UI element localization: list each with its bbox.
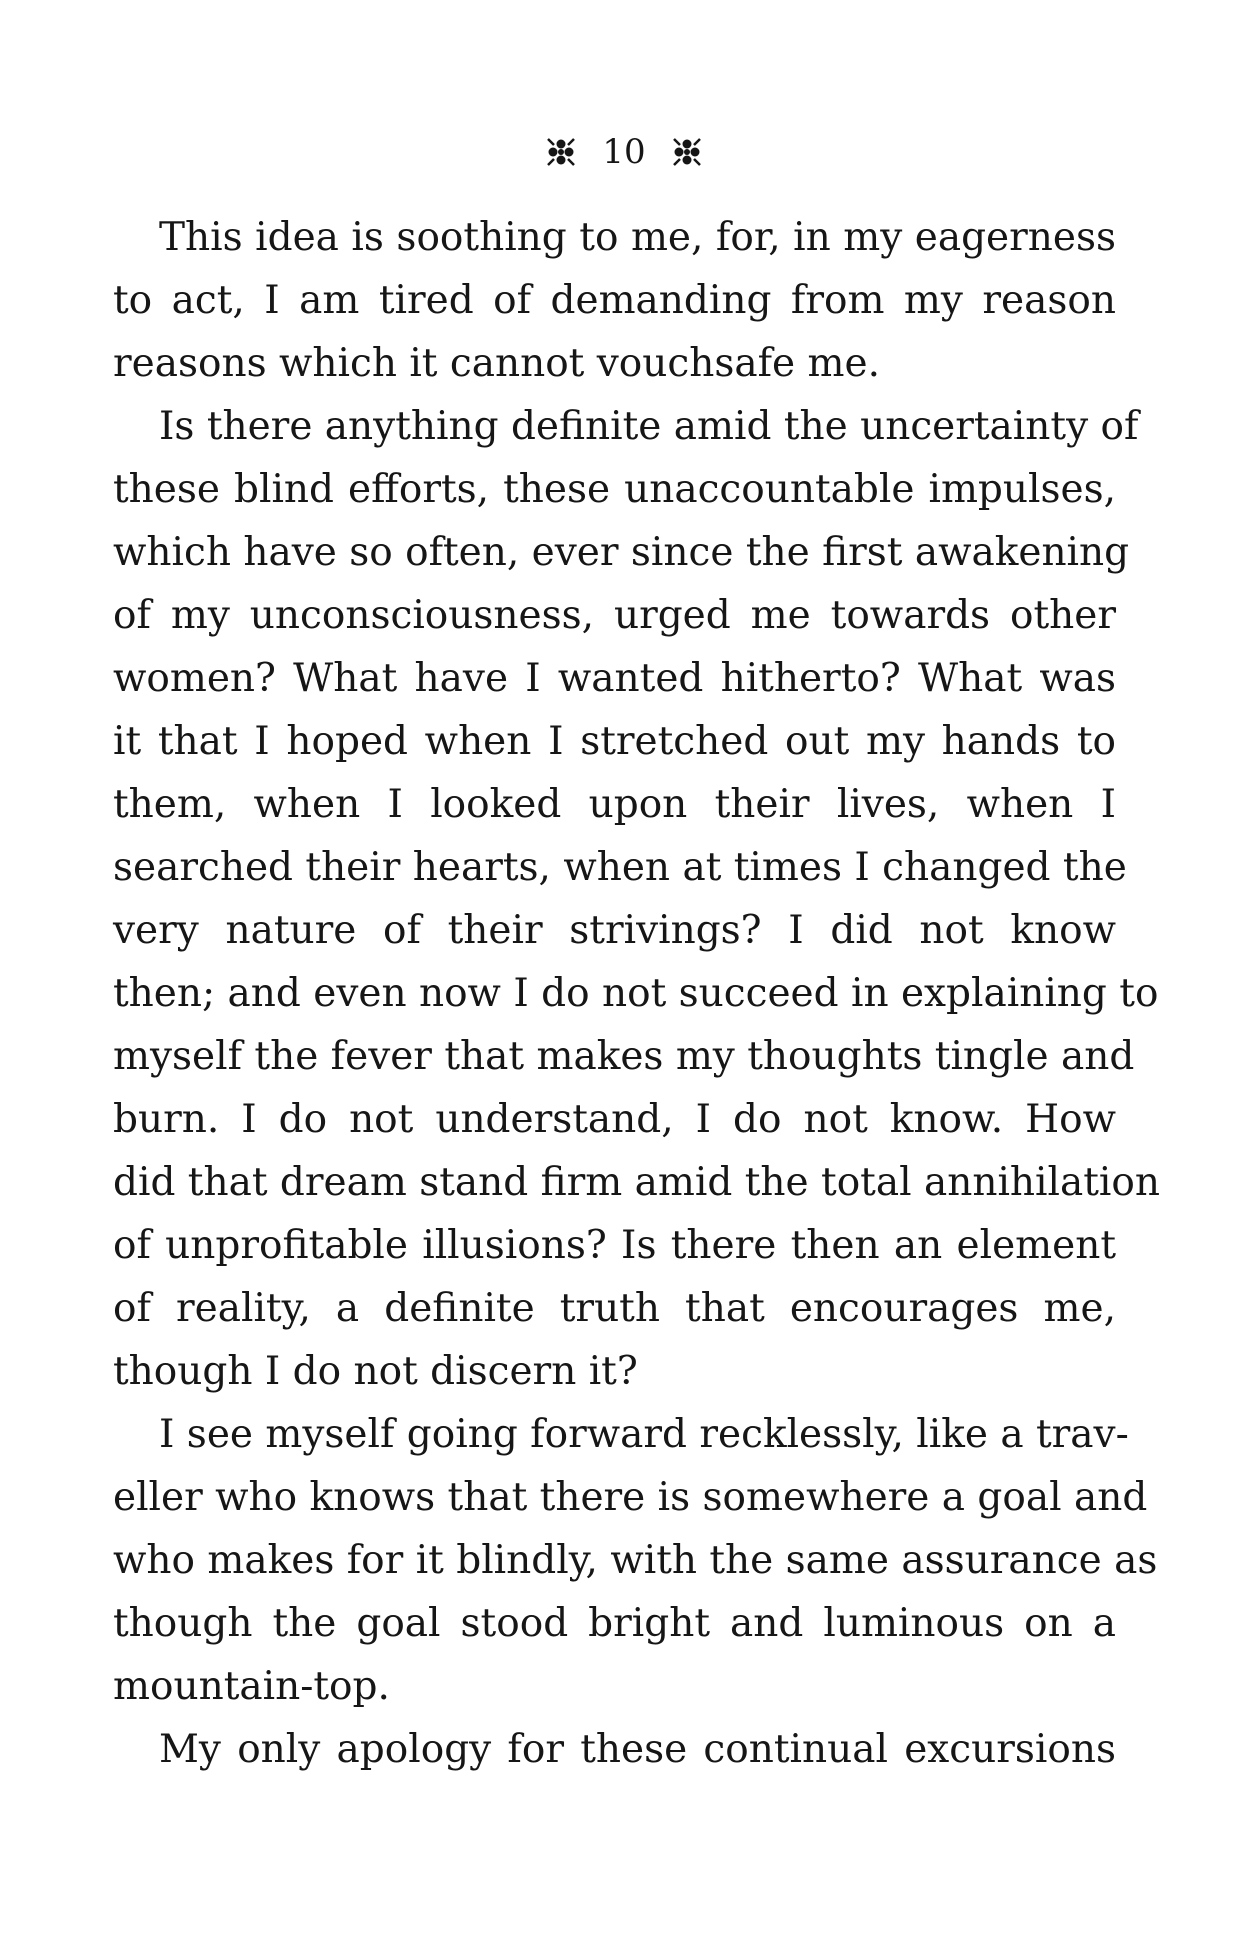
text-line: My only apology for these continual excursions: [159, 1727, 1116, 1772]
paragraph-3: [113, 1403, 1158, 1718]
text-line: though the goal stood bright and luminous on a: [113, 1601, 1116, 1646]
page-header: [0, 128, 1248, 174]
text-line: very nature of their strivings? I did not know: [113, 908, 1116, 953]
text-line: burn. I do not understand, I do not know. How: [113, 1097, 1116, 1142]
text-line: reasons which it cannot vouchsafe me.: [113, 341, 880, 386]
text-line: then; and even now I do not succeed in explaining to: [113, 971, 1159, 1016]
page-number: 10: [602, 132, 646, 172]
paragraph-2: [113, 395, 1160, 1403]
paragraph-4: [113, 1718, 1116, 1781]
text-line: these blind efforts, these unaccountable impulses,: [113, 467, 1116, 512]
text-line: myself the fever that makes my thoughts tingle and: [113, 1034, 1135, 1079]
text-line: of unprofitable illusions? Is there then an element: [113, 1223, 1116, 1268]
text-line: I see myself going forward recklessly, like a trav-: [159, 1412, 1129, 1457]
body-text: [113, 206, 1160, 1781]
text-line: though I do not discern it?: [113, 1349, 638, 1394]
text-line: which have so often, ever since the first awakening: [113, 530, 1130, 575]
text-line: did that dream stand firm amid the total annihilation: [113, 1160, 1160, 1205]
paragraph-1: [113, 206, 1116, 395]
text-line: them, when I looked upon their lives, when I: [113, 782, 1116, 827]
text-line: of reality, a definite truth that encourages me,: [113, 1286, 1116, 1331]
text-line: to act, I am tired of demanding from my reason: [113, 278, 1116, 323]
text-line: eller who knows that there is somewhere a goal and: [113, 1475, 1148, 1520]
text-line: mountain-top.: [113, 1664, 390, 1709]
text-line: searched their hearts, when at times I changed the: [113, 845, 1127, 890]
text-line: it that I hoped when I stretched out my hands to: [113, 719, 1116, 764]
text-line: This idea is soothing to me, for, in my eagerness: [159, 215, 1116, 260]
fleuron-icon: [544, 135, 578, 169]
text-line: who makes for it blindly, with the same assurance as: [113, 1538, 1158, 1583]
text-line: of my unconsciousness, urged me towards other: [113, 593, 1116, 638]
fleuron-icon: [670, 135, 704, 169]
text-line: Is there anything definite amid the uncertainty of: [159, 404, 1139, 449]
text-line: women? What have I wanted hitherto? What was: [113, 656, 1116, 701]
